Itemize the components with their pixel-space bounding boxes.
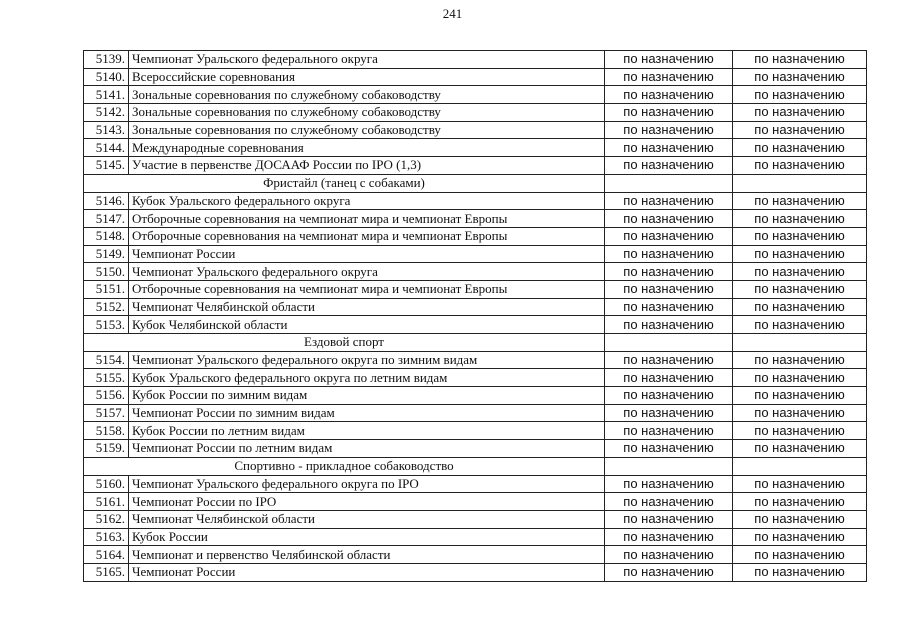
row-number: 5139. bbox=[84, 51, 129, 69]
event-name: Отборочные соревнования на чемпионат мира и чемпионат Европы bbox=[129, 227, 605, 245]
value-col1: по назначению bbox=[605, 387, 733, 405]
value-col2: по назначению bbox=[733, 157, 867, 175]
value-col2: по назначению bbox=[733, 263, 867, 281]
value-col1: по назначению bbox=[605, 68, 733, 86]
row-number: 5148. bbox=[84, 227, 129, 245]
value-col2: по назначению bbox=[733, 404, 867, 422]
value-col2: по назначению bbox=[733, 528, 867, 546]
value-col2: по назначению bbox=[733, 546, 867, 564]
row-number: 5164. bbox=[84, 546, 129, 564]
event-name: Кубок России по летним видам bbox=[129, 422, 605, 440]
table-row bbox=[84, 493, 867, 511]
section-title: Ездовой спорт bbox=[84, 334, 605, 352]
value-col2: по назначению bbox=[733, 298, 867, 316]
row-number: 5155. bbox=[84, 369, 129, 387]
empty-cell bbox=[733, 174, 867, 192]
value-col1: по назначению bbox=[605, 369, 733, 387]
table-row bbox=[84, 440, 867, 458]
row-number: 5147. bbox=[84, 210, 129, 228]
value-col1: по назначению bbox=[605, 528, 733, 546]
row-number: 5141. bbox=[84, 86, 129, 104]
event-name: Всероссийские соревнования bbox=[129, 68, 605, 86]
table-row bbox=[84, 263, 867, 281]
value-col1: по назначению bbox=[605, 563, 733, 581]
table-row bbox=[84, 546, 867, 564]
row-number: 5162. bbox=[84, 510, 129, 528]
events-table-body bbox=[84, 51, 867, 582]
table-row bbox=[84, 245, 867, 263]
value-col2: по назначению bbox=[733, 563, 867, 581]
event-name: Кубок России по зимним видам bbox=[129, 387, 605, 405]
event-name: Чемпионат Уральского федерального округа bbox=[129, 51, 605, 69]
row-number: 5149. bbox=[84, 245, 129, 263]
row-number: 5143. bbox=[84, 121, 129, 139]
value-col1: по назначению bbox=[605, 139, 733, 157]
value-col2: по назначению bbox=[733, 210, 867, 228]
value-col2: по назначению bbox=[733, 316, 867, 334]
value-col1: по назначению bbox=[605, 475, 733, 493]
value-col1: по назначению bbox=[605, 404, 733, 422]
table-row bbox=[84, 157, 867, 175]
value-col1: по назначению bbox=[605, 440, 733, 458]
value-col1: по назначению bbox=[605, 263, 733, 281]
row-number: 5163. bbox=[84, 528, 129, 546]
table-row bbox=[84, 139, 867, 157]
empty-cell bbox=[605, 334, 733, 352]
value-col2: по назначению bbox=[733, 280, 867, 298]
table-row bbox=[84, 192, 867, 210]
value-col2: по назначению bbox=[733, 104, 867, 122]
empty-cell bbox=[733, 334, 867, 352]
section-row bbox=[84, 334, 867, 352]
event-name: Чемпионат Уральского федерального округа по зимним видам bbox=[129, 351, 605, 369]
page-number: 241 bbox=[442, 6, 463, 21]
event-name: Отборочные соревнования на чемпионат мира и чемпионат Европы bbox=[129, 280, 605, 298]
event-name: Чемпионат России по зимним видам bbox=[129, 404, 605, 422]
event-name: Участие в первенстве ДОСААФ России по IPO (1,3) bbox=[129, 157, 605, 175]
table-row bbox=[84, 298, 867, 316]
row-number: 5144. bbox=[84, 139, 129, 157]
table-row bbox=[84, 227, 867, 245]
row-number: 5157. bbox=[84, 404, 129, 422]
value-col1: по назначению bbox=[605, 546, 733, 564]
row-number: 5154. bbox=[84, 351, 129, 369]
value-col2: по назначению bbox=[733, 68, 867, 86]
event-name: Чемпионат Челябинской области bbox=[129, 298, 605, 316]
table-row bbox=[84, 422, 867, 440]
table-row bbox=[84, 280, 867, 298]
value-col2: по назначению bbox=[733, 387, 867, 405]
section-title: Фристайл (танец с собаками) bbox=[84, 174, 605, 192]
value-col2: по назначению bbox=[733, 86, 867, 104]
table-row bbox=[84, 404, 867, 422]
value-col1: по назначению bbox=[605, 280, 733, 298]
value-col1: по назначению bbox=[605, 422, 733, 440]
table-row bbox=[84, 210, 867, 228]
table-row bbox=[84, 86, 867, 104]
value-col1: по назначению bbox=[605, 510, 733, 528]
table-row bbox=[84, 316, 867, 334]
table-row bbox=[84, 68, 867, 86]
event-name: Чемпионат России по летним видам bbox=[129, 440, 605, 458]
value-col1: по назначению bbox=[605, 245, 733, 263]
value-col1: по назначению bbox=[605, 157, 733, 175]
value-col2: по назначению bbox=[733, 422, 867, 440]
value-col1: по назначению bbox=[605, 493, 733, 511]
row-number: 5152. bbox=[84, 298, 129, 316]
event-name: Кубок Уральского федерального округа bbox=[129, 192, 605, 210]
row-number: 5150. bbox=[84, 263, 129, 281]
value-col2: по назначению bbox=[733, 121, 867, 139]
table-row bbox=[84, 528, 867, 546]
section-row bbox=[84, 174, 867, 192]
row-number: 5165. bbox=[84, 563, 129, 581]
event-name: Зональные соревнования по служебному собаководству bbox=[129, 86, 605, 104]
value-col1: по назначению bbox=[605, 316, 733, 334]
row-number: 5160. bbox=[84, 475, 129, 493]
table-row bbox=[84, 510, 867, 528]
value-col2: по назначению bbox=[733, 227, 867, 245]
section-row bbox=[84, 457, 867, 475]
event-name: Чемпионат и первенство Челябинской области bbox=[129, 546, 605, 564]
event-name: Чемпионат России bbox=[129, 245, 605, 263]
event-name: Чемпионат Уральского федерального округа по IPO bbox=[129, 475, 605, 493]
empty-cell bbox=[605, 174, 733, 192]
row-number: 5146. bbox=[84, 192, 129, 210]
row-number: 5158. bbox=[84, 422, 129, 440]
event-name: Кубок Уральского федерального округа по летним видам bbox=[129, 369, 605, 387]
value-col1: по назначению bbox=[605, 351, 733, 369]
row-number: 5161. bbox=[84, 493, 129, 511]
row-number: 5159. bbox=[84, 440, 129, 458]
event-name: Чемпионат Челябинской области bbox=[129, 510, 605, 528]
events-table bbox=[83, 50, 867, 582]
row-number: 5153. bbox=[84, 316, 129, 334]
table-row bbox=[84, 387, 867, 405]
value-col2: по назначению bbox=[733, 493, 867, 511]
table-row bbox=[84, 369, 867, 387]
empty-cell bbox=[605, 457, 733, 475]
value-col2: по назначению bbox=[733, 192, 867, 210]
value-col1: по назначению bbox=[605, 192, 733, 210]
value-col1: по назначению bbox=[605, 210, 733, 228]
value-col2: по назначению bbox=[733, 351, 867, 369]
event-name: Зональные соревнования по служебному собаководству bbox=[129, 104, 605, 122]
value-col1: по назначению bbox=[605, 121, 733, 139]
event-name: Зональные соревнования по служебному собаководству bbox=[129, 121, 605, 139]
event-name: Чемпионат России по IPO bbox=[129, 493, 605, 511]
value-col1: по назначению bbox=[605, 227, 733, 245]
table-row bbox=[84, 351, 867, 369]
table-row bbox=[84, 475, 867, 493]
value-col2: по назначению bbox=[733, 369, 867, 387]
event-name: Отборочные соревнования на чемпионат мира и чемпионат Европы bbox=[129, 210, 605, 228]
value-col2: по назначению bbox=[733, 139, 867, 157]
value-col2: по назначению bbox=[733, 245, 867, 263]
table-row bbox=[84, 121, 867, 139]
row-number: 5140. bbox=[84, 68, 129, 86]
row-number: 5145. bbox=[84, 157, 129, 175]
row-number: 5142. bbox=[84, 104, 129, 122]
value-col2: по назначению bbox=[733, 51, 867, 69]
section-title: Спортивно - прикладное собаководство bbox=[84, 457, 605, 475]
value-col1: по назначению bbox=[605, 298, 733, 316]
event-name: Чемпионат России bbox=[129, 563, 605, 581]
event-name: Международные соревнования bbox=[129, 139, 605, 157]
table-row bbox=[84, 51, 867, 69]
table-row bbox=[84, 104, 867, 122]
empty-cell bbox=[733, 457, 867, 475]
value-col1: по назначению bbox=[605, 86, 733, 104]
event-name: Чемпионат Уральского федерального округа bbox=[129, 263, 605, 281]
value-col1: по назначению bbox=[605, 51, 733, 69]
event-name: Кубок России bbox=[129, 528, 605, 546]
event-name: Кубок Челябинской области bbox=[129, 316, 605, 334]
value-col2: по назначению bbox=[733, 475, 867, 493]
value-col1: по назначению bbox=[605, 104, 733, 122]
table-row bbox=[84, 563, 867, 581]
value-col2: по назначению bbox=[733, 440, 867, 458]
row-number: 5151. bbox=[84, 280, 129, 298]
row-number: 5156. bbox=[84, 387, 129, 405]
value-col2: по назначению bbox=[733, 510, 867, 528]
